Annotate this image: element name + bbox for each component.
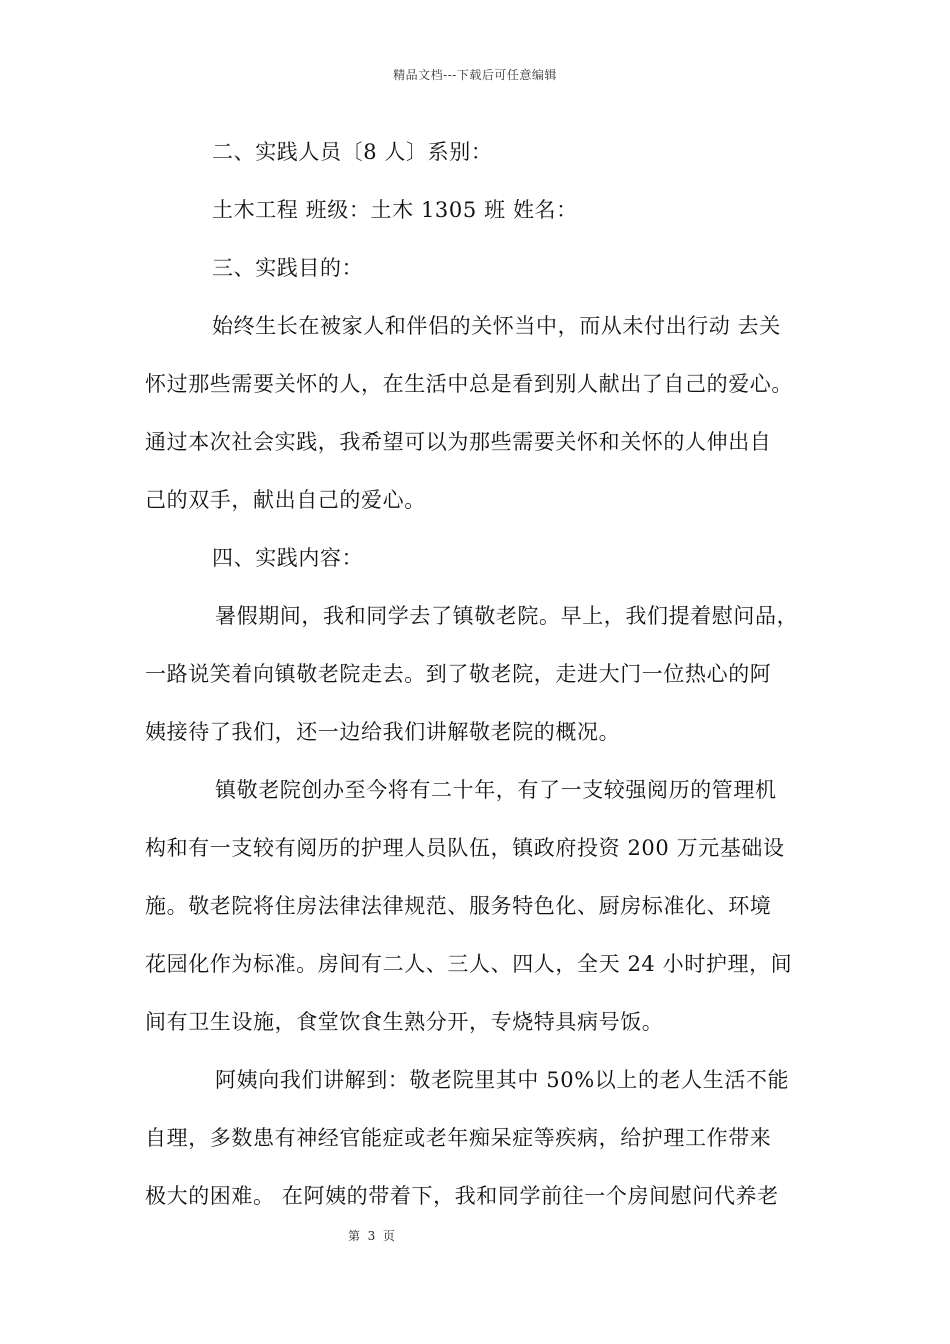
paragraph-line: 自理，多数患有神经官能症或老年痴呆症等疾病，给护理工作带来 (145, 1126, 772, 1150)
paragraph-line: 极大的困难。 在阿姨的带着下，我和同学前往一个房间慰问代养老 (145, 1184, 779, 1208)
paragraph-line: 构和有一支较有阅历的护理人员队伍，镇政府投资 200 万元基础设 (145, 836, 785, 860)
section-heading-purpose: 三、实践目的： (212, 256, 364, 280)
paragraph-line: 施。敬老院将住房法律法律规范、服务特色化、厨房标准化、环境 (145, 894, 772, 918)
paragraph-line: 己的双手，献出自己的爱心。 (145, 488, 426, 512)
paragraph-line: 土木工程 班级：土木 1305 班 姓名： (212, 198, 578, 222)
paragraph-line: 始终生长在被家人和伴侣的关怀当中，而从未付出行动 去关 (212, 314, 781, 338)
paragraph-line: 阿姨向我们讲解到：敬老院里其中 50%以上的老人生活不能 (215, 1068, 790, 1092)
paragraph-line: 镇敬老院创办至今将有二十年，有了一支较强阅历的管理机 (215, 778, 777, 802)
paragraph-line: 通过本次社会实践，我希望可以为那些需要关怀和关怀的人伸出自 (145, 430, 772, 454)
page-number: 第 3 页 (348, 1229, 395, 1243)
paragraph-line: 姨接待了我们，还一边给我们讲解敬老院的概况。 (145, 720, 621, 744)
paragraph-line: 花园化作为标准。房间有二人、三人、四人，全天 24 小时护理，间 (145, 952, 793, 976)
paragraph-line: 怀过那些需要关怀的人，在生活中总是看到别人献出了自己的爱心。 (145, 372, 793, 396)
paragraph-line: 一路说笑着向镇敬老院走去。到了敬老院，走进大门一位热心的阿 (145, 662, 772, 686)
section-heading-content: 四、实践内容： (212, 546, 364, 570)
paragraph-line: 暑假期间，我和同学去了镇敬老院。早上，我们提着慰问品， (215, 604, 799, 628)
section-heading-personnel: 二、实践人员〔8 人〕系别： (212, 140, 493, 164)
page-header: 精品文档---下载后可任意编辑 (393, 68, 557, 82)
paragraph-line: 间有卫生设施，食堂饮食生熟分开，专烧特具病号饭。 (145, 1010, 664, 1034)
